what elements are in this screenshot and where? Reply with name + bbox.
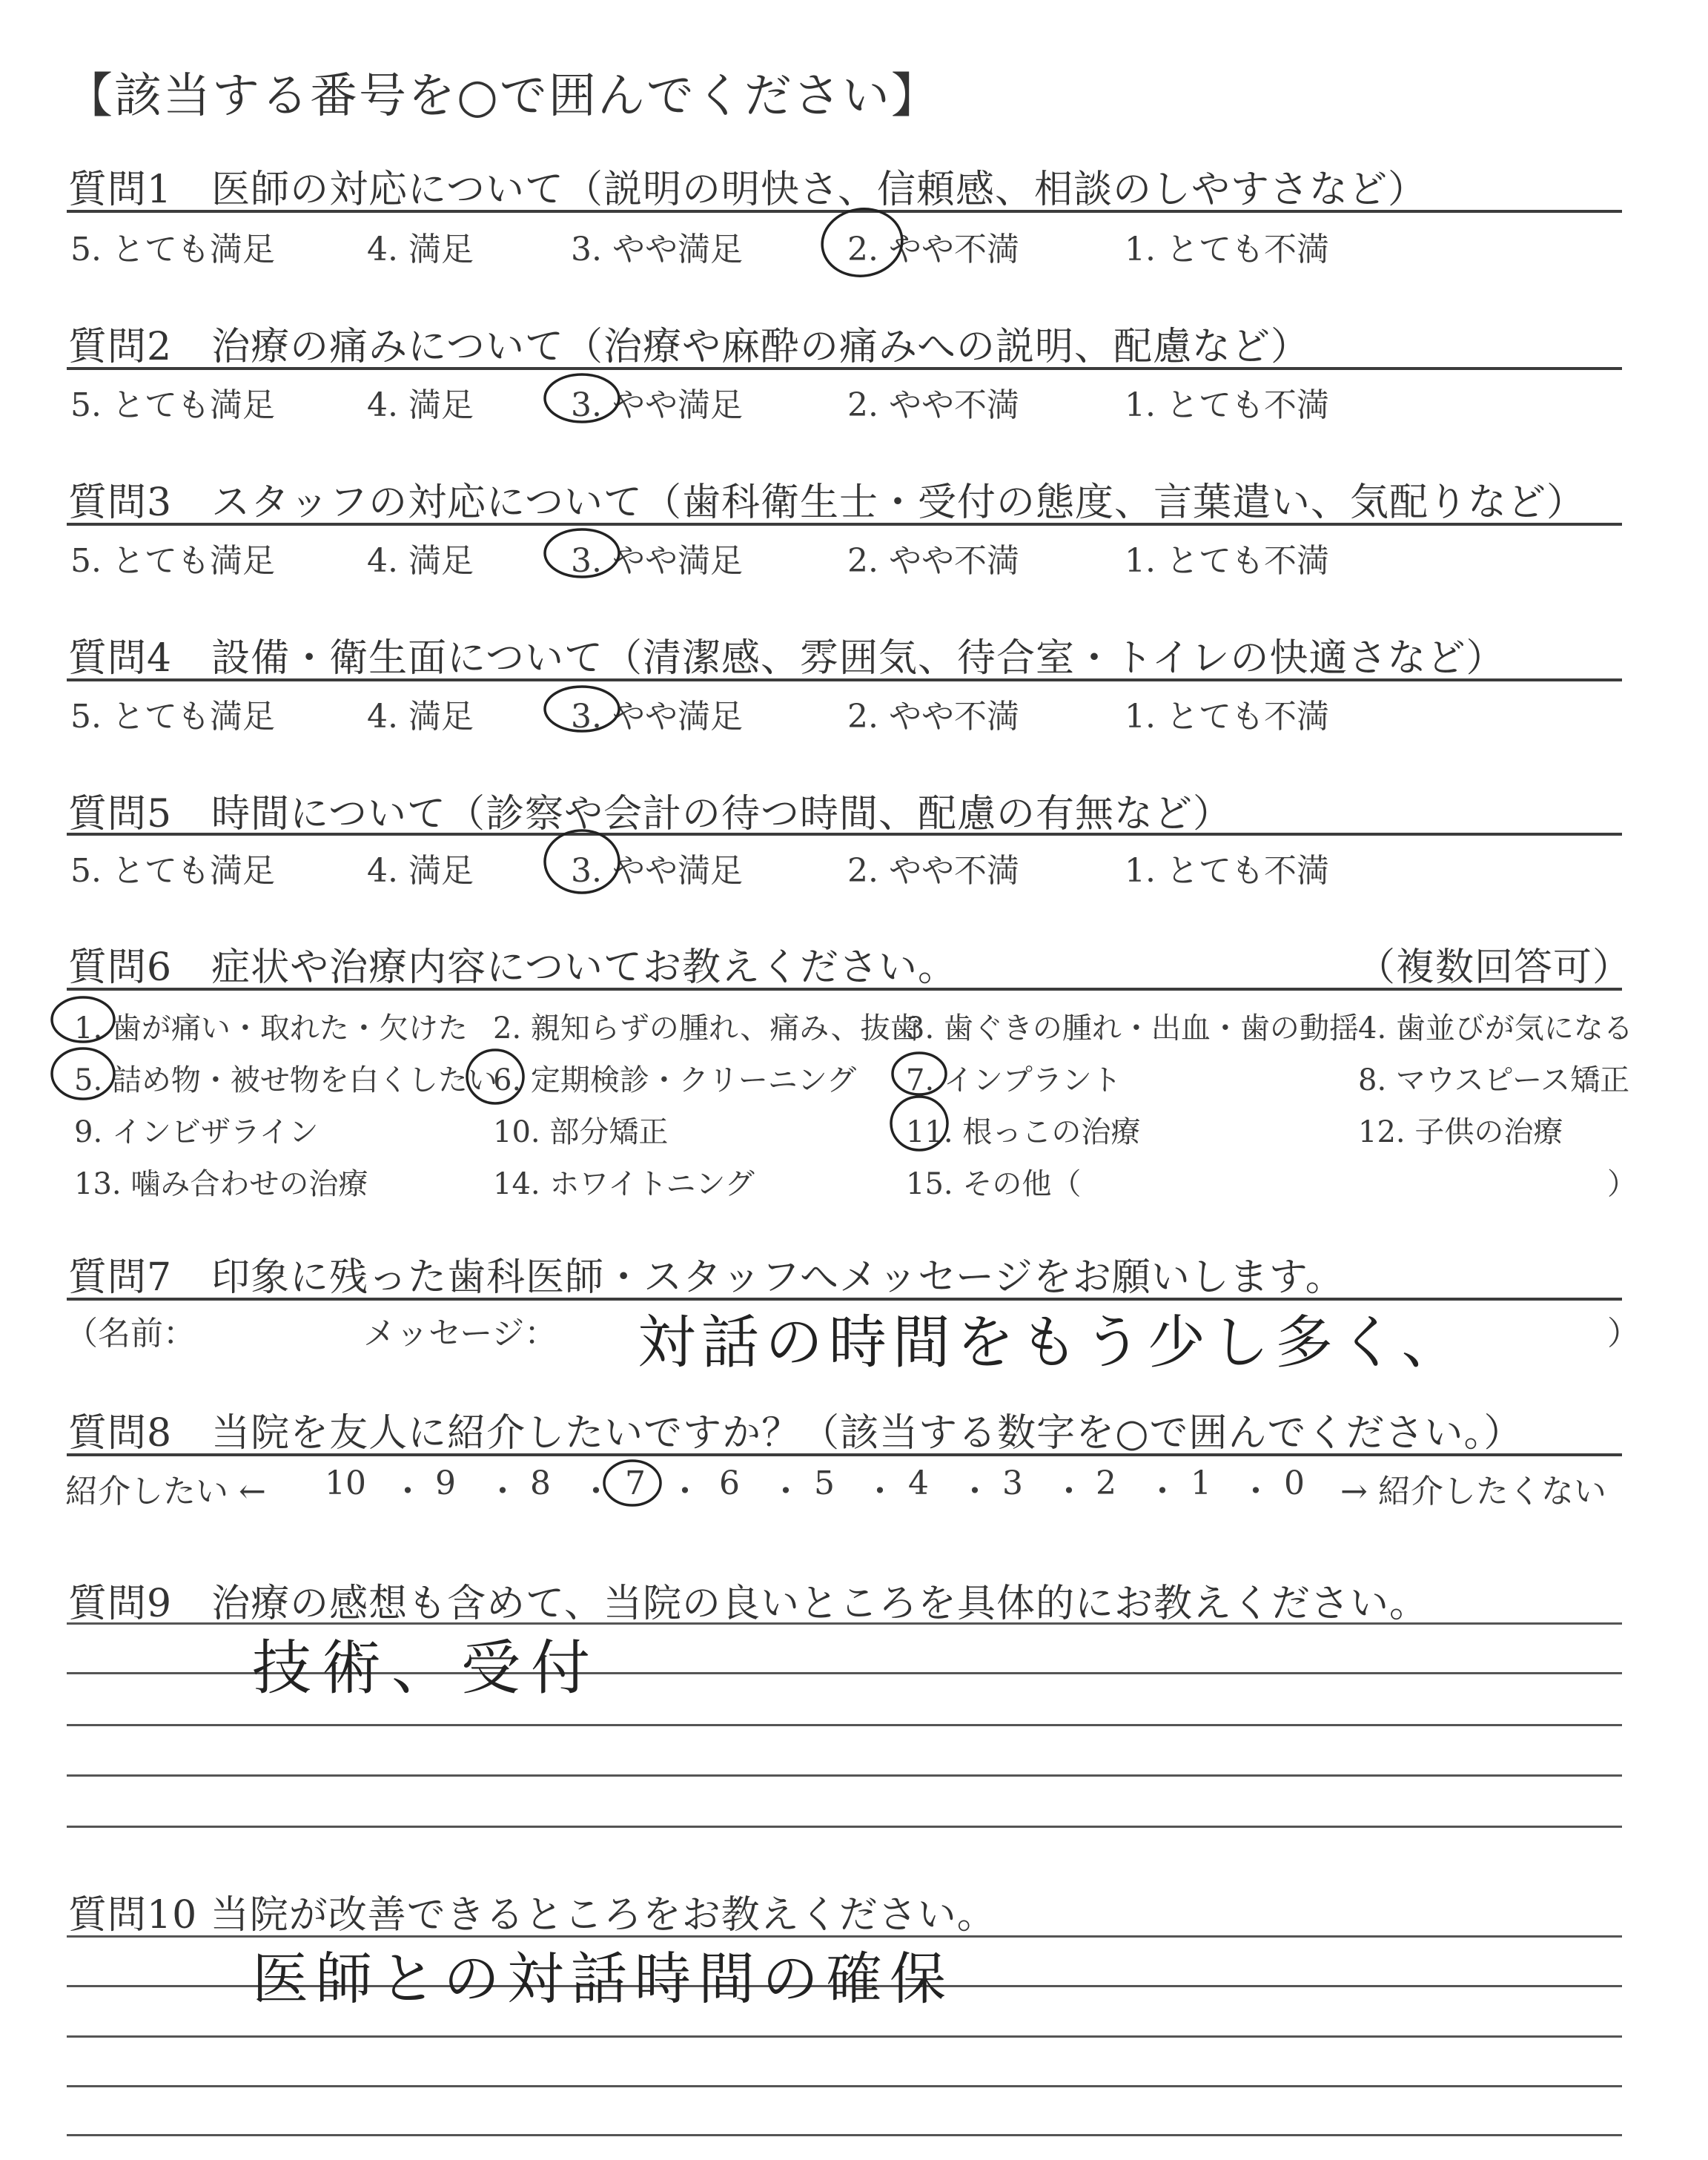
q6-option-5[interactable]: 5. 詰め物・被せ物を白くしたい [74,1063,497,1097]
question-8-rule [67,1453,1622,1456]
q8-scale-1[interactable]: 1 [1191,1464,1211,1502]
question-5-rule [67,833,1622,836]
q6-option-2[interactable]: 2. 親知らずの腫れ、痛み、抜歯 [493,1011,920,1046]
q8-right-label: → 紹介したくない [1340,1473,1606,1510]
q6-option-12[interactable]: 12. 子供の治療 [1358,1115,1563,1149]
form-title: 【該当する番号を○で囲んでください】 [65,69,940,124]
q6-option-14[interactable]: 14. ホワイトニング [493,1167,755,1201]
q2-option-2[interactable]: 2. やや不満 [847,386,1019,424]
q8-scale-sep: ・ [391,1473,424,1510]
question-8-label: 質問8 当院を友人に紹介したいですか？（該当する数字を○で囲んでください。） [68,1411,1523,1456]
q4-option-2[interactable]: 2. やや不満 [847,698,1019,736]
q8-scale-sep: ・ [1053,1473,1085,1510]
q8-scale-sep: ・ [864,1473,896,1510]
q9-line-4 [67,1774,1622,1777]
q10-line-4 [67,2085,1622,2087]
q7-close-paren: ） [1607,1315,1640,1353]
question-2-rule [67,367,1622,370]
q9-line-3 [67,1724,1622,1726]
q5-option-2[interactable]: 2. やや不満 [847,852,1019,890]
q5-option-5[interactable]: 5. とても満足 [70,852,275,890]
q3-option-1[interactable]: 1. とても不満 [1125,542,1329,580]
q10-line-5 [67,2134,1622,2136]
q8-scale-sep: ・ [1239,1473,1272,1510]
q3-option-5[interactable]: 5. とても満足 [70,542,275,580]
q6-option-8[interactable]: 8. マウスピース矯正 [1358,1063,1630,1097]
q6-option-4[interactable]: 4. 歯並びが気になる [1358,1011,1633,1046]
q10-line-3 [67,2035,1622,2038]
question-1-label: 質問1 医師の対応について（説明の明快さ、信頼感、相談のしやすさなど） [68,168,1427,212]
question-5-label: 質問5 時間について（診察や会計の待つ時間、配慮の有無など） [68,792,1233,836]
question-6-label: 質問6 症状や治療内容についてお教えください。 [68,945,958,990]
q7-name-label: （名前： [65,1315,196,1353]
q8-scale-3[interactable]: 3 [1002,1464,1023,1502]
q6-option-13[interactable]: 13. 噛み合わせの治療 [74,1167,368,1201]
q9-line-5 [67,1826,1622,1828]
question-6-note: （複数回答可） [1357,945,1632,990]
q3-option-4[interactable]: 4. 満足 [367,542,474,580]
q2-option-5[interactable]: 5. とても満足 [70,386,275,424]
q8-scale-4[interactable]: 4 [908,1464,929,1502]
q6-option-3[interactable]: 3. 歯ぐきの腫れ・出血・歯の動揺 [906,1011,1359,1046]
q8-scale-9[interactable]: 9 [435,1464,456,1502]
q8-scale-sep: ・ [580,1473,612,1510]
q8-left-label: 紹介したい ← [65,1473,266,1510]
q1-option-2[interactable]: 2. やや不満 [847,231,1019,268]
q6-option-7[interactable]: 7. インプラント [906,1063,1122,1097]
question-9-label: 質問9 治療の感想も含めて、当院の良いところを具体的にお教えください。 [68,1582,1429,1626]
q6-option-6[interactable]: 6. 定期検診・クリーニング [493,1063,857,1097]
question-1-rule [67,210,1622,213]
question-3-label: 質問3 スタッフの対応について（歯科衛生士・受付の態度、言葉遣い、気配りなど） [68,480,1586,525]
q6-option-9[interactable]: 9. インビザライン [74,1115,319,1149]
q6-option-15-close: ） [1607,1167,1637,1201]
q1-option-5[interactable]: 5. とても満足 [70,231,275,268]
question-2-label: 質問2 治療の痛みについて（治療や麻酔の痛みへの説明、配慮など） [68,325,1311,369]
q2-option-1[interactable]: 1. とても不満 [1125,386,1329,424]
q1-option-3[interactable]: 3. やや満足 [571,231,743,268]
q8-scale-5[interactable]: 5 [814,1464,835,1502]
q4-option-3[interactable]: 3. やや満足 [571,698,743,736]
q6-option-15[interactable]: 15. その他（ [906,1167,1082,1201]
question-6-rule [67,988,1622,991]
q8-scale-sep: ・ [1146,1473,1179,1510]
q5-option-4[interactable]: 4. 満足 [367,852,474,890]
q8-scale-8[interactable]: 8 [530,1464,551,1502]
question-4-rule [67,678,1622,681]
q5-option-1[interactable]: 1. とても不満 [1125,852,1329,890]
q8-scale-2[interactable]: 2 [1096,1464,1116,1502]
question-7-label: 質問7 印象に残った歯科医師・スタッフへメッセージをお願いします。 [68,1255,1345,1300]
q3-option-3[interactable]: 3. やや満足 [571,542,743,580]
question-10-label: 質問10 当院が改善できるところをお教えください。 [68,1893,996,1938]
q2-option-3[interactable]: 3. やや満足 [571,386,743,424]
question-4-label: 質問4 設備・衛生面について（清潔感、雰囲気、待合室・トイレの快適さなど） [68,636,1506,681]
question-3-rule [67,523,1622,526]
q8-scale-6[interactable]: 6 [719,1464,740,1502]
q10-answer-handwritten[interactable]: 医師との対話時間の確保 [252,1946,953,2012]
q8-scale-sep: ・ [769,1473,802,1510]
q6-option-11[interactable]: 11. 根っこの治療 [906,1115,1141,1149]
q8-scale-10[interactable]: 10 [325,1464,366,1502]
q8-scale-sep: ・ [669,1473,701,1510]
q1-option-1[interactable]: 1. とても不満 [1125,231,1329,268]
q2-option-4[interactable]: 4. 満足 [367,386,474,424]
q7-message-label: メッセージ： [363,1315,557,1353]
q7-message-handwritten[interactable]: 対話の時間をもう少し多く、 [638,1309,1466,1376]
q5-option-3[interactable]: 3. やや満足 [571,852,743,890]
q4-option-4[interactable]: 4. 満足 [367,698,474,736]
q8-scale-0[interactable]: 0 [1284,1464,1305,1502]
q9-answer-handwritten[interactable]: 技術、受付 [252,1634,600,1702]
q4-option-1[interactable]: 1. とても不満 [1125,698,1329,736]
q3-option-2[interactable]: 2. やや不満 [847,542,1019,580]
q4-option-5[interactable]: 5. とても満足 [70,698,275,736]
q8-scale-sep: ・ [959,1473,991,1510]
q6-option-10[interactable]: 10. 部分矯正 [493,1115,669,1149]
q8-scale-sep: ・ [486,1473,519,1510]
q6-option-1[interactable]: 1. 歯が痛い・取れた・欠けた [74,1011,468,1046]
q1-option-4[interactable]: 4. 満足 [367,231,474,268]
q8-scale-7[interactable]: 7 [625,1464,646,1502]
